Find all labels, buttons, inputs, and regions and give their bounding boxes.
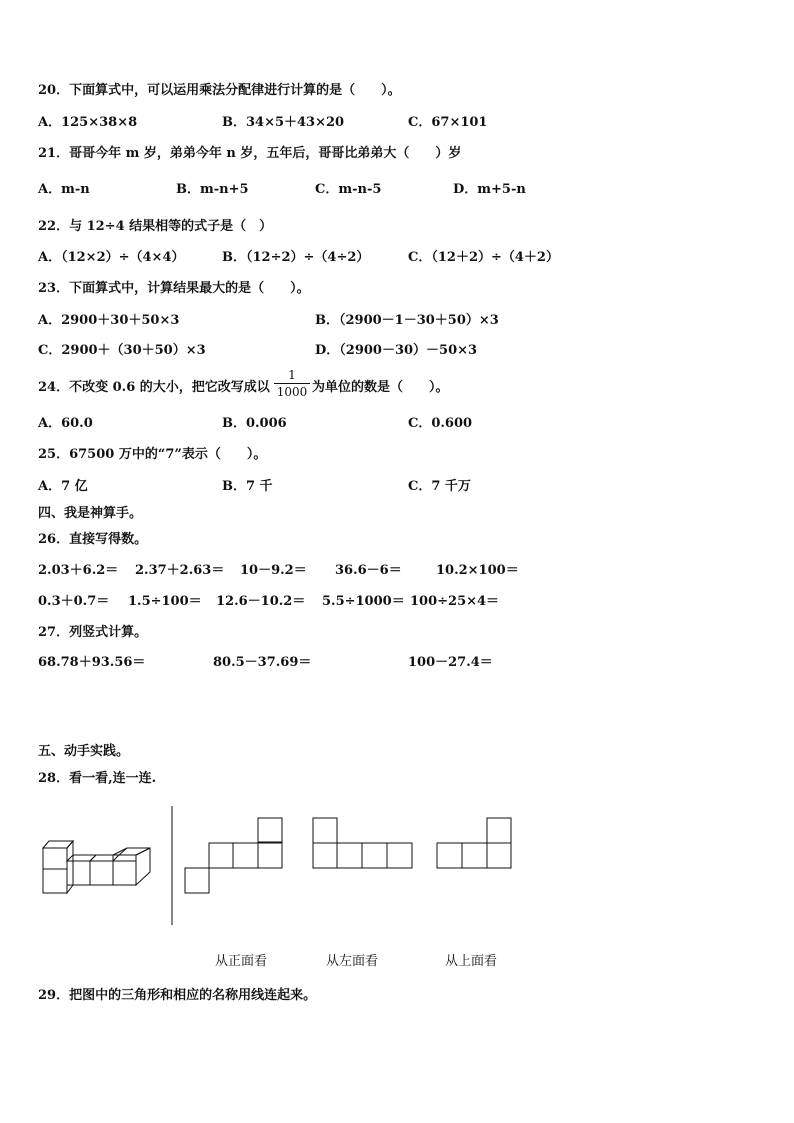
q20-option-c: C．67×101 xyxy=(408,115,488,130)
q26-row2-item-3: 12.6－10.2＝ xyxy=(216,594,306,609)
q26-row2-item-1: 0.3＋0.7＝ xyxy=(38,594,110,609)
q23-option-c: C．2900＋（30＋50）×3 xyxy=(38,343,206,358)
q25-option-b: B．7 千 xyxy=(222,479,273,494)
q24-fraction-numerator: 1 xyxy=(288,368,296,382)
q23-option-d: D．（2900－30）－50×3 xyxy=(315,343,478,358)
q21-option-b: B．m-n+5 xyxy=(176,182,249,197)
view-shape-3 xyxy=(437,818,511,868)
q23-stem: 23．下面算式中，计算结果最大的是（ ）。 xyxy=(38,281,310,296)
q22-option-a: A．（12×2）÷（4×4） xyxy=(38,250,185,265)
q27-item-1: 68.78＋93.56＝ xyxy=(38,655,146,670)
q22-option-c: C．（12＋2）÷（4＋2） xyxy=(408,250,559,265)
view-shape-2 xyxy=(313,818,412,868)
view-label-top: 从上面看 xyxy=(445,954,498,969)
q23-option-b: B．（2900－1－30＋50）×3 xyxy=(315,313,499,328)
view-shape-1 xyxy=(185,818,282,893)
view-label-left: 从左面看 xyxy=(326,954,379,969)
q26-row2-item-4: 5.5÷1000＝ xyxy=(322,594,405,609)
q29-stem: 29．把图中的三角形和相应的名称用线连起来。 xyxy=(38,988,317,1003)
q22-option-b: B．（12÷2）÷（4÷2） xyxy=(222,250,370,265)
q20-option-b: B．34×5＋43×20 xyxy=(222,115,345,130)
q21-option-d: D．m+5-n xyxy=(453,182,526,197)
q24-option-c: C．0.600 xyxy=(408,416,473,431)
section-5-heading: 五、动手实践。 xyxy=(38,744,130,759)
q26-row2-item-5: 100÷25×4＝ xyxy=(410,594,500,609)
q28-stem: 28．看一看,连一连. xyxy=(38,771,157,786)
q24-fraction xyxy=(274,368,310,399)
q24-fraction-bar xyxy=(274,383,310,384)
q24-fraction-denominator: 1000 xyxy=(276,385,308,399)
q21-option-a: A．m-n xyxy=(38,182,90,197)
q21-stem: 21．哥哥今年 m 岁，弟弟今年 n 岁，五年后，哥哥比弟弟大（ ）岁 xyxy=(38,146,462,161)
q22-stem: 22．与 12÷4 结果相等的式子是（ ） xyxy=(38,219,273,234)
q24-option-b: B．0.006 xyxy=(222,416,287,431)
q26-row1-item-2: 2.37＋2.63＝ xyxy=(135,563,225,578)
view-label-front: 从正面看 xyxy=(215,954,268,969)
q27-stem: 27．列竖式计算。 xyxy=(38,625,148,640)
q26-row1-item-5: 10.2×100＝ xyxy=(436,563,519,578)
q26-row2-item-2: 1.5÷100＝ xyxy=(128,594,202,609)
q26-row1-item-1: 2.03＋6.2＝ xyxy=(38,563,119,578)
q20-stem: 20．下面算式中，可以运用乘法分配律进行计算的是（ ）。 xyxy=(38,83,401,98)
q25-stem: 25．67500 万中的“7”表示（ ）。 xyxy=(38,447,267,462)
q24-option-a: A．60.0 xyxy=(38,416,93,431)
q26-row1-item-3: 10－9.2＝ xyxy=(240,563,307,578)
q27-item-3: 100－27.4＝ xyxy=(408,655,493,670)
cube-stack-3d xyxy=(43,841,150,893)
q24-stem-after: 为单位的数是（ ）。 xyxy=(312,380,449,395)
q24-stem-before: 24．不改变 0.6 的大小，把它改写成以 xyxy=(38,380,270,395)
q21-option-c: C．m-n-5 xyxy=(315,182,382,197)
q25-option-a: A．7 亿 xyxy=(38,479,88,494)
q23-option-a: A．2900＋30＋50×3 xyxy=(38,313,180,328)
section-4-heading: 四、我是神算手。 xyxy=(38,506,143,521)
q20-option-a: A．125×38×8 xyxy=(38,115,138,130)
q27-item-2: 80.5－37.69＝ xyxy=(213,655,312,670)
q26-stem: 26．直接写得数。 xyxy=(38,532,148,547)
q25-option-c: C．7 千万 xyxy=(408,479,471,494)
q26-row1-item-4: 36.6－6＝ xyxy=(335,563,402,578)
